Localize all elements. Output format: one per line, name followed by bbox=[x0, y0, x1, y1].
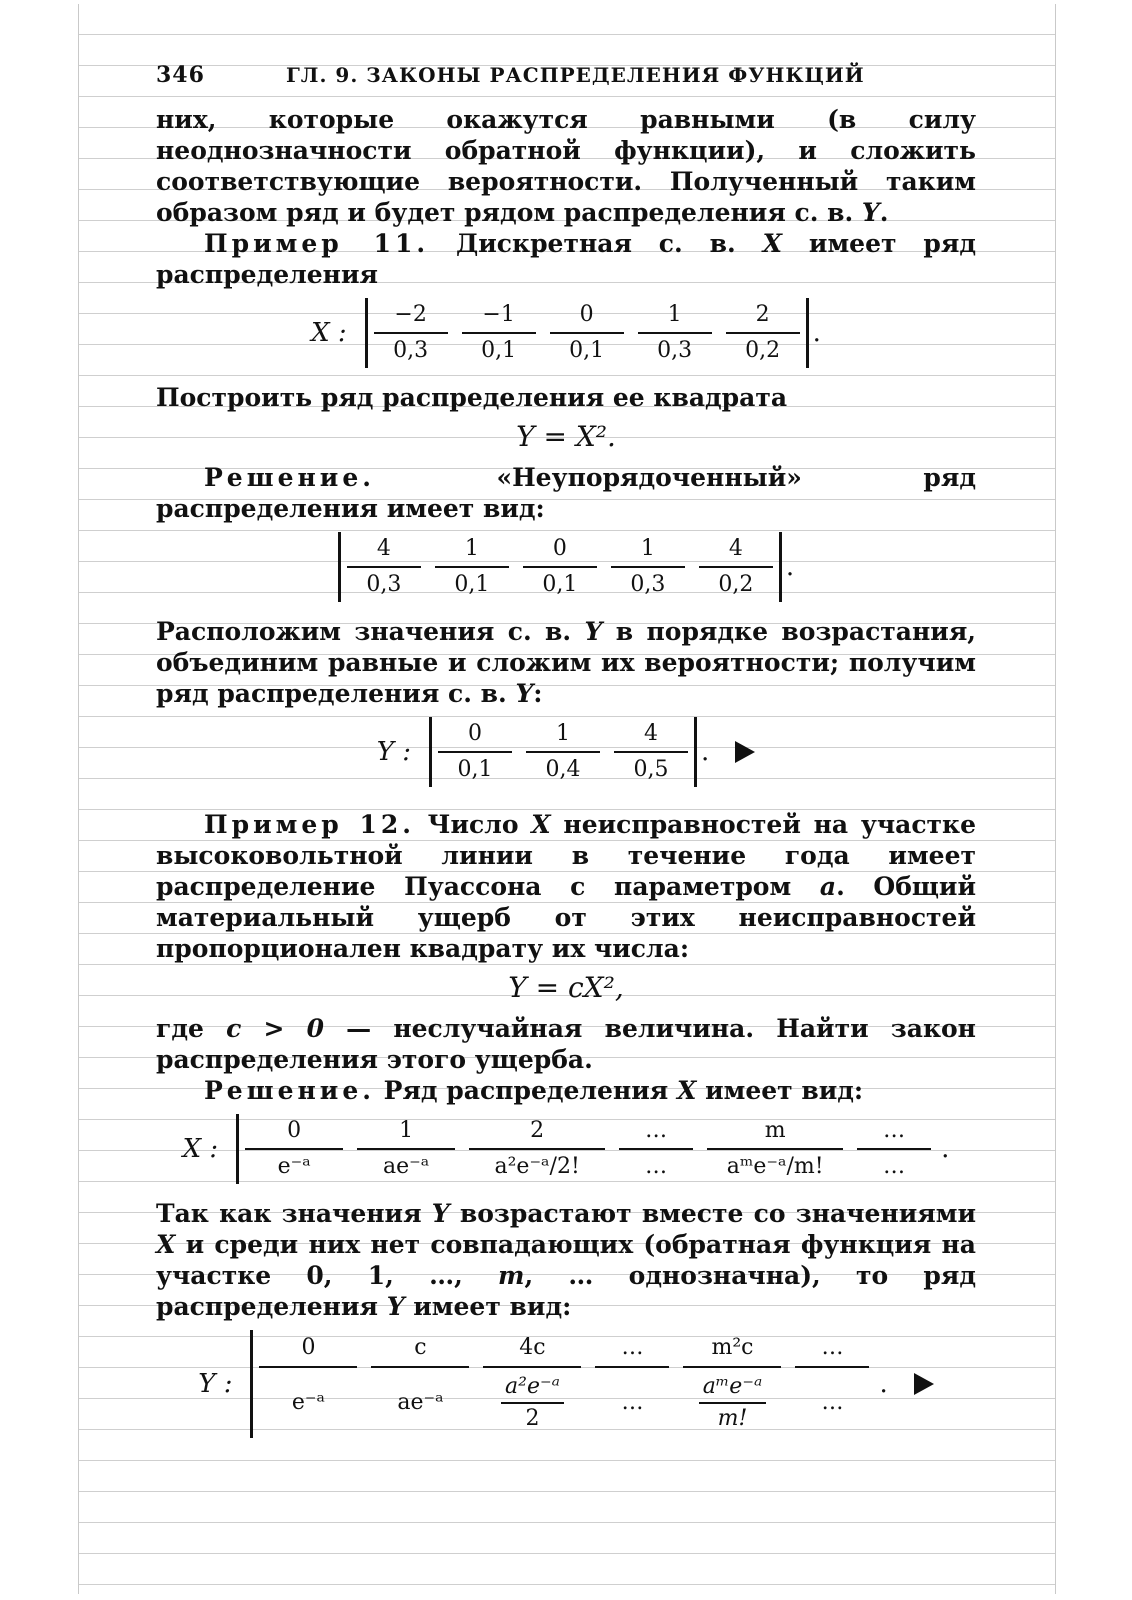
prob bbox=[677, 1368, 787, 1438]
table-cell bbox=[463, 1114, 611, 1184]
table-bar bbox=[779, 532, 782, 602]
text: , … однозначна), то ряд распределения bbox=[156, 1261, 977, 1321]
prob: 0,2 bbox=[718, 572, 754, 597]
table-cell bbox=[693, 532, 779, 602]
table-cell bbox=[253, 1330, 363, 1438]
table-cell bbox=[720, 298, 806, 368]
period: . bbox=[700, 736, 710, 767]
table-cell bbox=[608, 717, 694, 787]
table-cell bbox=[368, 298, 454, 368]
prob: ae⁻ᵃ bbox=[383, 1154, 430, 1179]
value: −1 bbox=[462, 298, 536, 334]
prob: 0,2 bbox=[745, 338, 781, 363]
prob: 0,3 bbox=[630, 572, 666, 597]
solution-label: Решение. bbox=[204, 1076, 375, 1105]
text: Расположим значения с. в. bbox=[156, 617, 585, 646]
denominator: m! bbox=[717, 1406, 748, 1431]
solution-text: «Неупорядоченный» ряд распределения имеет вид: bbox=[156, 463, 976, 523]
prob: e⁻ᵃ bbox=[277, 1154, 311, 1179]
example-11-text-b: имеет ряд распределения bbox=[156, 229, 976, 289]
value: 0 bbox=[550, 298, 624, 334]
table-cell bbox=[789, 1330, 875, 1438]
fraction bbox=[685, 1372, 779, 1434]
value: 1 bbox=[611, 532, 685, 568]
table-cell bbox=[605, 532, 691, 602]
prob bbox=[477, 1368, 587, 1438]
numerator: a²e⁻ᵃ bbox=[501, 1372, 564, 1404]
text: Число bbox=[414, 810, 532, 839]
table-cell bbox=[365, 1330, 475, 1438]
example-11-text-a: Дискретная с. в. bbox=[429, 229, 763, 258]
value: 0 bbox=[245, 1114, 343, 1150]
var-y: Y bbox=[386, 1292, 405, 1321]
prob: … bbox=[621, 1390, 644, 1415]
prob: 0,1 bbox=[569, 338, 605, 363]
prob: 0,1 bbox=[457, 757, 493, 782]
unordered-table bbox=[156, 532, 976, 602]
text: неисправностей на участке высоковольтной линии в течение года имеет распределение Пуассона с параметром bbox=[156, 810, 976, 901]
text: . Общий материальный ущерб от этих неисправностей пропорционален квадрату их числа: bbox=[156, 872, 977, 963]
table-label: X : bbox=[182, 1133, 219, 1164]
var-x: X bbox=[156, 1230, 176, 1259]
table-cell bbox=[517, 532, 603, 602]
period: . bbox=[785, 551, 795, 582]
period: . bbox=[879, 198, 889, 227]
prob: 0,3 bbox=[366, 572, 402, 597]
prob: e⁻ᵃ bbox=[291, 1390, 326, 1415]
poisson-table-x bbox=[156, 1114, 976, 1184]
paragraph-1 bbox=[156, 104, 976, 228]
period: . bbox=[812, 317, 821, 348]
value: … bbox=[595, 1330, 669, 1368]
value: 1 bbox=[435, 532, 509, 568]
task-text: Построить ряд распределения ее квадрата bbox=[156, 383, 788, 412]
paragraph-1-text: них, которые окажутся равными (в силу неоднозначности обратной функции), и сложить соответствующие вероятности. Полученный таким образом ряд и будет рядом распределения с. в. bbox=[156, 105, 976, 227]
value: −2 bbox=[374, 298, 448, 334]
prob: 0,4 bbox=[545, 757, 581, 782]
fraction bbox=[485, 1372, 579, 1434]
text: и среди них нет совпадающих (обратная функция на участке 0, 1, …, bbox=[156, 1230, 976, 1290]
page-number: 346 bbox=[156, 62, 205, 88]
prob: a²e⁻ᵃ/2! bbox=[494, 1154, 580, 1179]
table-label: Y : bbox=[198, 1368, 233, 1399]
table-cell bbox=[544, 298, 630, 368]
text: имеет вид: bbox=[696, 1076, 864, 1105]
solution-12 bbox=[156, 1075, 976, 1106]
text: Так как значения bbox=[156, 1199, 432, 1228]
value: m²c bbox=[683, 1330, 781, 1368]
text: имеет вид: bbox=[404, 1292, 572, 1321]
paragraph-2 bbox=[156, 616, 976, 709]
formula-y-x2: Y = X². bbox=[516, 420, 616, 453]
prob: 0,3 bbox=[393, 338, 429, 363]
solution-11 bbox=[156, 462, 976, 524]
formula-y-cx2: Y = cX², bbox=[508, 971, 624, 1004]
table-cell bbox=[477, 1330, 587, 1438]
table-cell bbox=[632, 298, 718, 368]
value: 4 bbox=[699, 532, 773, 568]
text: — неслучайная величина. Найти закон распределения этого ущерба. bbox=[156, 1014, 976, 1074]
chapter-title: ГЛ. 9. ЗАКОНЫ РАСПРЕДЕЛЕНИЯ ФУНКЦИЙ bbox=[286, 63, 865, 87]
table-cell bbox=[239, 1114, 349, 1184]
var-y: Y bbox=[861, 198, 880, 227]
prob: 0,1 bbox=[481, 338, 517, 363]
text: : bbox=[533, 679, 543, 708]
table-cell bbox=[429, 532, 515, 602]
book-page bbox=[156, 60, 976, 1452]
value: 2 bbox=[726, 298, 800, 334]
table-cell bbox=[701, 1114, 849, 1184]
table-cell bbox=[456, 298, 542, 368]
param-a: a bbox=[819, 872, 837, 901]
prob: 0,3 bbox=[657, 338, 693, 363]
distribution-table-y bbox=[156, 717, 976, 787]
value: … bbox=[795, 1330, 869, 1368]
var-y: Y bbox=[515, 679, 534, 708]
value: 0 bbox=[259, 1330, 357, 1368]
numerator: aᵐe⁻ᵃ bbox=[699, 1372, 767, 1404]
value: … bbox=[619, 1114, 693, 1150]
table-cell bbox=[589, 1330, 675, 1438]
condition: c > 0 bbox=[226, 1014, 324, 1043]
value: 2 bbox=[469, 1114, 605, 1150]
table-bar bbox=[694, 717, 697, 787]
prob: aᵐe⁻ᵃ/m! bbox=[726, 1154, 824, 1179]
table-cell bbox=[341, 532, 427, 602]
text: Ряд распределения bbox=[374, 1076, 677, 1105]
denominator: 2 bbox=[525, 1406, 540, 1431]
var-y: Y bbox=[584, 617, 603, 646]
table-cell bbox=[677, 1330, 787, 1438]
table-cell bbox=[520, 717, 606, 787]
var-x: X bbox=[531, 810, 551, 839]
text: возрастают вместе со значениями bbox=[449, 1199, 976, 1228]
var-m: m bbox=[498, 1261, 525, 1290]
text: в порядке возрастания, объединим равные и сложим их вероятности; получим ряд распределения с. в. bbox=[156, 617, 976, 708]
value: 4c bbox=[483, 1330, 581, 1368]
var-x: X bbox=[762, 229, 783, 258]
table-cell bbox=[851, 1114, 937, 1184]
prob: 0,5 bbox=[633, 757, 669, 782]
end-of-example-icon bbox=[735, 741, 755, 763]
table-label: Y : bbox=[376, 736, 411, 767]
distribution-table-x bbox=[156, 298, 976, 368]
table-label: X : bbox=[311, 317, 347, 348]
table-bar bbox=[806, 298, 809, 368]
value: 0 bbox=[438, 717, 512, 753]
value: 1 bbox=[638, 298, 712, 334]
value: 4 bbox=[347, 532, 421, 568]
prob: … bbox=[821, 1390, 844, 1415]
value: 1 bbox=[526, 717, 600, 753]
var-y: Y bbox=[431, 1199, 450, 1228]
end-of-example-icon bbox=[914, 1373, 934, 1395]
period: . bbox=[941, 1133, 950, 1164]
prob: 0,1 bbox=[542, 572, 578, 597]
value: 4 bbox=[614, 717, 688, 753]
prob: … bbox=[883, 1154, 906, 1179]
paragraph-3 bbox=[156, 1013, 976, 1075]
table-cell bbox=[351, 1114, 461, 1184]
example-12 bbox=[156, 809, 976, 964]
table-cell bbox=[432, 717, 518, 787]
value: … bbox=[857, 1114, 931, 1150]
example-11-label: Пример 11. bbox=[204, 229, 430, 258]
example-11 bbox=[156, 228, 976, 290]
solution-label: Решение. bbox=[204, 463, 375, 492]
period: . bbox=[879, 1368, 888, 1399]
table-cell bbox=[613, 1114, 699, 1184]
prob: ae⁻ᵃ bbox=[397, 1390, 444, 1415]
prob: 0,1 bbox=[454, 572, 490, 597]
var-x: X bbox=[676, 1076, 697, 1105]
value: c bbox=[371, 1330, 469, 1368]
poisson-table-y bbox=[156, 1330, 976, 1438]
value: 1 bbox=[357, 1114, 455, 1150]
prob: … bbox=[645, 1154, 668, 1179]
text: где bbox=[156, 1014, 227, 1043]
paragraph-4 bbox=[156, 1198, 976, 1322]
example-12-label: Пример 12. bbox=[204, 810, 415, 839]
running-head bbox=[156, 60, 976, 104]
value: m bbox=[707, 1114, 843, 1150]
value: 0 bbox=[523, 532, 597, 568]
